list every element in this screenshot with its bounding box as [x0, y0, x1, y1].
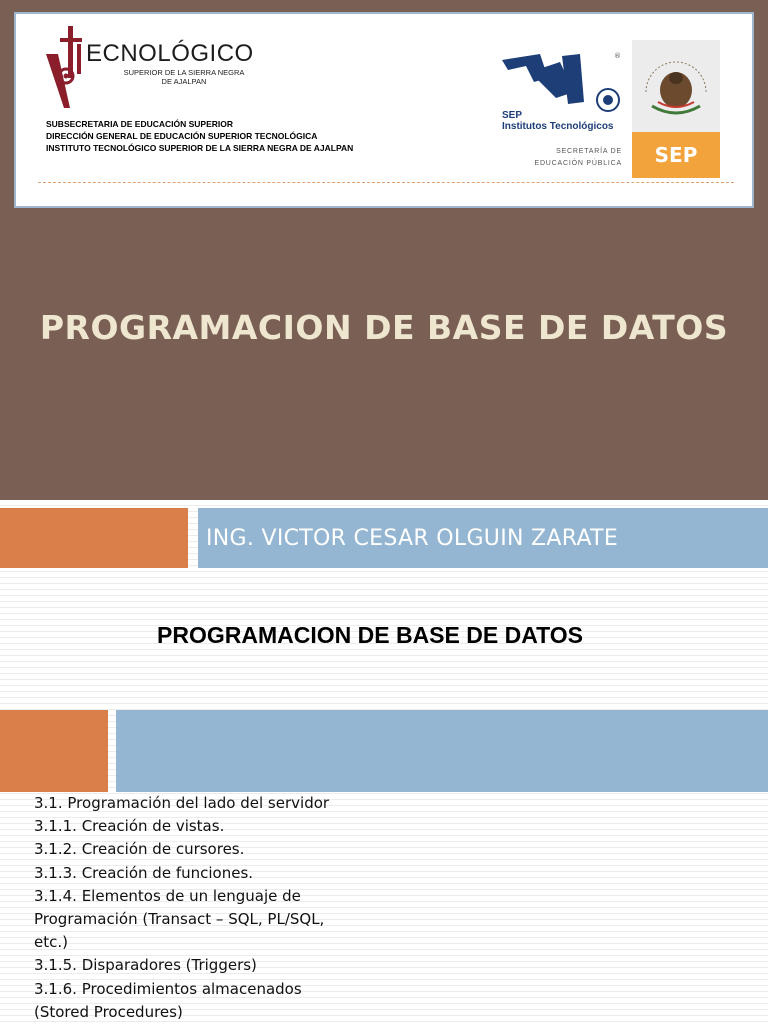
list-item: (Stored Procedures)	[34, 1002, 183, 1021]
topic-list	[34, 792, 354, 1024]
header-logos-box	[14, 12, 754, 208]
institution-line: SUBSECRETARIA DE EDUCACIÓN SUPERIOR	[46, 119, 234, 129]
header-divider	[38, 182, 734, 183]
list-item: 3.1.5. Disparadores (Triggers)	[34, 956, 257, 975]
list-item: 3.1.3. Creación de funciones.	[34, 863, 254, 882]
content-slide	[0, 500, 768, 1024]
logo-subtitle: SUPERIOR DE LA SIERRA NEGRA DE AJALPAN	[123, 68, 245, 86]
decorative-band	[116, 710, 768, 792]
accent-block	[0, 508, 188, 568]
sep-logo-text: SEP Institutos Tecnológicos	[502, 110, 614, 132]
list-item: 3.1.2. Creación de cursores.	[34, 840, 245, 859]
slide-title: PROGRAMACION DE BASE DE DATOS	[39, 308, 729, 347]
list-item: 3.1.6. Procedimientos almacenados	[34, 979, 302, 998]
registered-mark: ®	[614, 52, 621, 60]
accent-block	[0, 710, 108, 792]
presenter-name: ING. VICTOR CESAR OLGUIN ZARATE	[206, 525, 619, 551]
logo-wordmark: ECNOLÓGICO	[86, 40, 254, 67]
course-title: PROGRAMACION DE BASE DE DATOS	[157, 622, 583, 648]
secretaria-label: SECRETARÍA DE EDUCACIÓN PÚBLICA	[534, 148, 622, 167]
institution-lines	[46, 118, 353, 154]
list-item: etc.)	[34, 933, 68, 952]
institution-line: INSTITUTO TECNOLÓGICO SUPERIOR DE LA SIERRA NEGRA DE AJALPAN	[46, 143, 354, 153]
national-seal	[632, 40, 720, 132]
list-item: 3.1.4. Elementos de un lenguaje de	[34, 886, 301, 905]
institution-line: DIRECCIÓN GENERAL DE EDUCACIÓN SUPERIOR TECNOLÓGICA	[46, 131, 318, 141]
list-item: Programación (Transact – SQL, PL/SQL,	[34, 910, 325, 929]
tecnologico-logo-icon	[44, 24, 88, 108]
mexico-eagle-seal-icon	[638, 46, 714, 126]
sep-badge: SEP	[632, 132, 720, 178]
presenter-band	[198, 508, 768, 568]
list-item: 3.1.1. Creación de vistas.	[34, 817, 225, 836]
list-item: 3.1. Programación del lado del servidor	[34, 794, 330, 812]
title-slide	[0, 0, 768, 500]
